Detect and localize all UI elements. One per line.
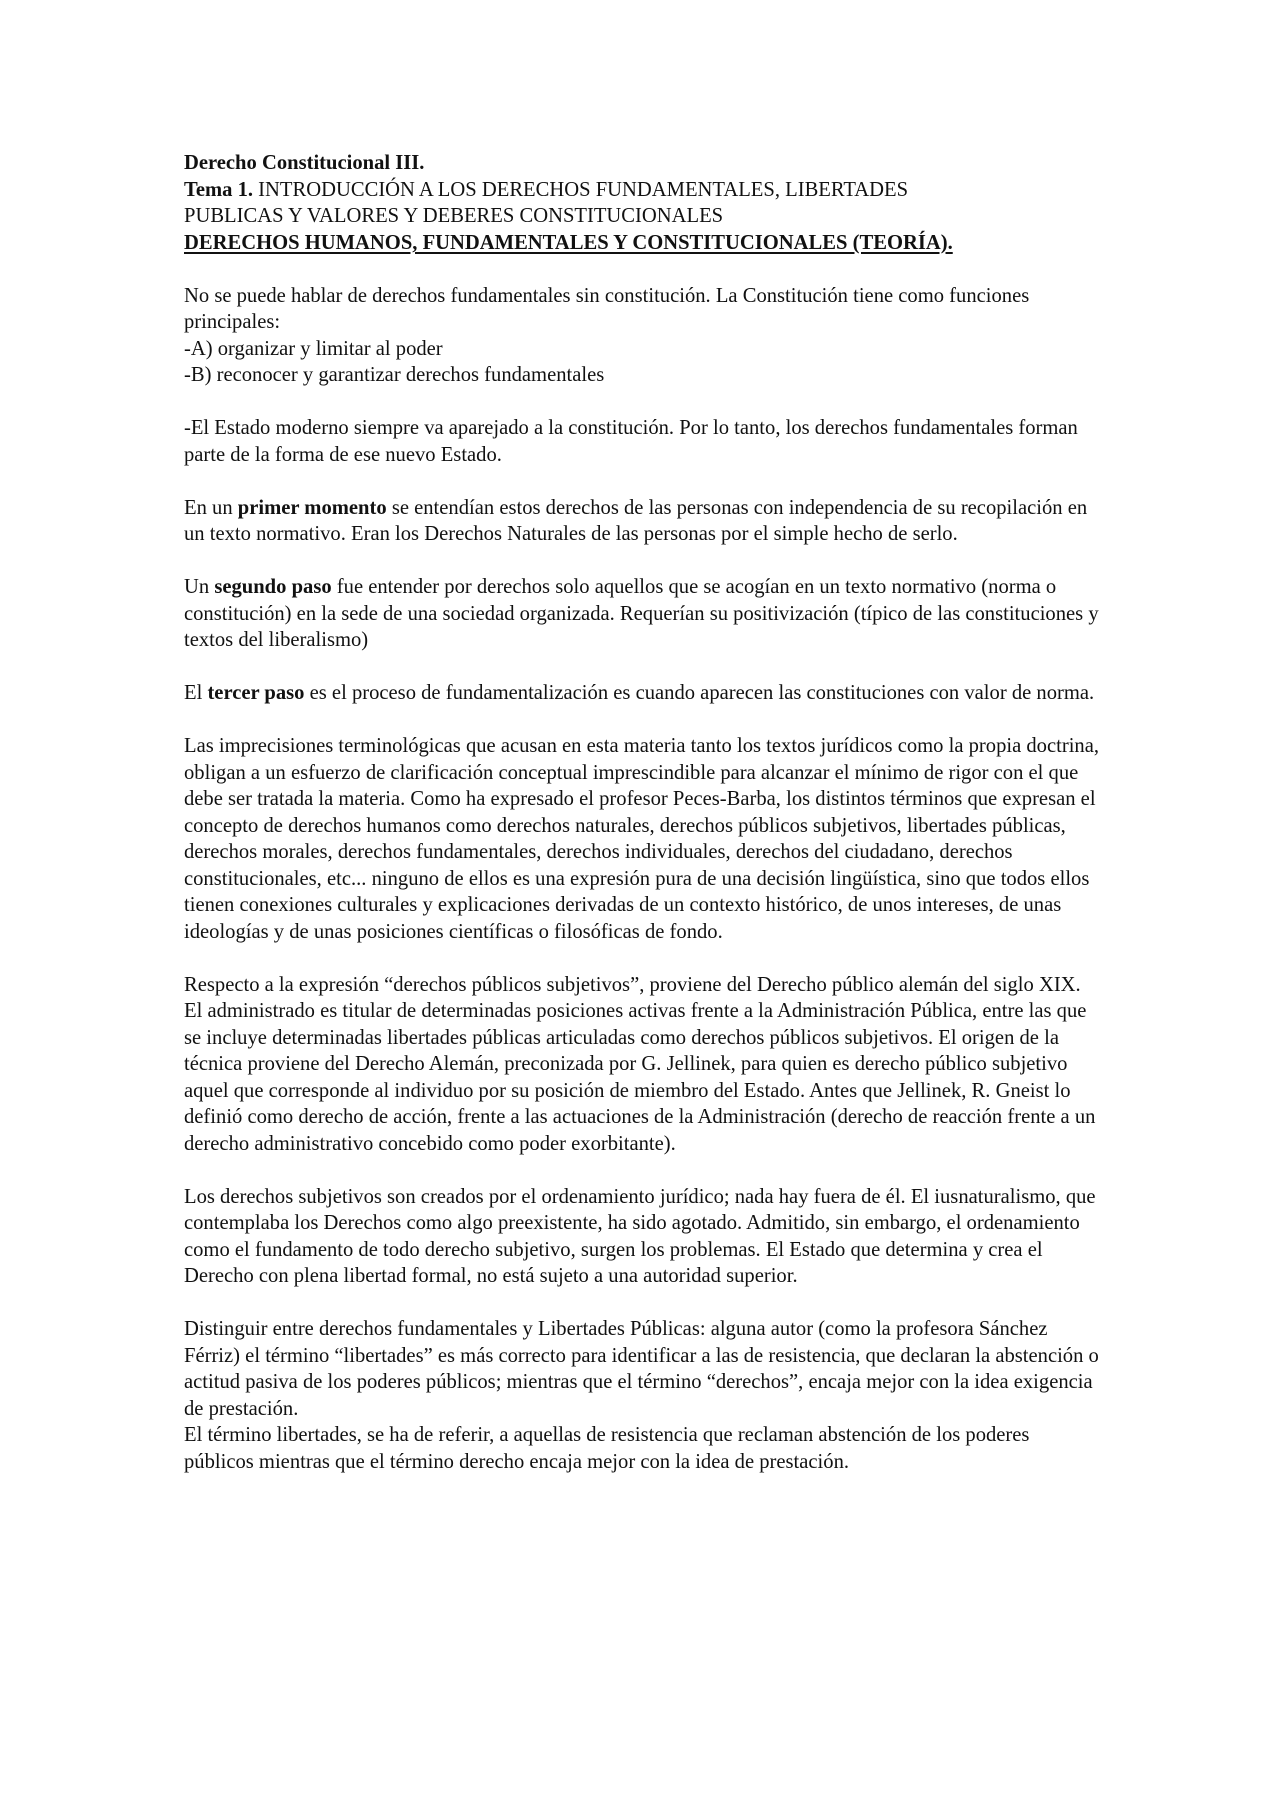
bold-term-segundo-paso: segundo paso bbox=[214, 576, 332, 598]
text-after: fue entender por derechos solo aquellos que se acogían en un texto normativo (norma o constitución) en la sede de una sociedad organizada. Requerían su positivización (típico de las constituciones y textos del liberalismo) bbox=[184, 576, 1099, 651]
document-header bbox=[184, 150, 1104, 256]
paragraph-constitution-functions bbox=[184, 283, 1104, 389]
document-page bbox=[184, 150, 1104, 1475]
text-before: En un bbox=[184, 496, 238, 519]
bold-term-tercer-paso: tercer paso bbox=[207, 682, 305, 704]
text-before: Un bbox=[184, 576, 215, 598]
text-after: es el proceso de fundamentalización es cuando aparecen las constituciones con valor de norma. bbox=[304, 682, 1095, 704]
topic-title-line1: INTRODUCCIÓN A LOS DERECHOS FUNDAMENTALES, LIBERTADES bbox=[253, 178, 909, 201]
list-item-a: -A) organizar y limitar al poder bbox=[184, 337, 443, 360]
topic-prefix: Tema 1. bbox=[184, 178, 254, 201]
paragraph-liberties-term: El término libertades, se ha de referir, a aquellas de resistencia que reclaman abstención de los poderes públicos mientras que el término derecho encaja mejor con la idea de prestación. bbox=[184, 1424, 1030, 1473]
paragraph-third-step bbox=[184, 680, 1104, 707]
list-item-b: -B) reconocer y garantizar derechos fundamentales bbox=[184, 364, 605, 386]
course-title: Derecho Constitucional III. bbox=[184, 152, 425, 174]
paragraph-subjective-rights: Los derechos subjetivos son creados por el ordenamiento jurídico; nada hay fuera de él. El iusnaturalismo, que contemplaba los Derechos como algo preexistente, ha sido agotado. Admitido, sin embargo, el ordenamiento como el fundamento de todo derecho subjetivo, surgen los problemas. El Estado que determina y crea el Derecho con plena libertad formal, no está sujeto a una autoridad superior. bbox=[184, 1185, 1096, 1287]
bold-term-primer-momento: primer momento bbox=[237, 496, 387, 519]
paragraph-first-moment bbox=[184, 495, 1104, 548]
paragraph-public-subjective-rights: Respecto a la expresión “derechos públicos subjetivos”, proviene del Derecho público alemán del siglo XIX. El administrado es titular de determinadas posiciones activas frente a la Administración Pública, entre las que se incluye determinadas libertades públicas articuladas como derechos públicos subjetivos. El origen de la técnica proviene del Derecho Alemán, preconizada por G. Jellinek, para quien es derecho público subjetivo aquel que corresponde al individuo por su posición de miembro del Estado. Antes que Jellinek, R. Gneist lo definió como derecho de acción, frente a las actuaciones de la Administración (derecho de reacción frente a un derecho administrativo concebido como poder exorbitante). bbox=[184, 973, 1096, 1155]
paragraph-terminology: Las imprecisiones terminológicas que acusan en esta materia tanto los textos jurídicos como la propia doctrina, obligan a un esfuerzo de clarificación conceptual imprescindible para alcanzar el mínimo de rigor con el que debe ser tratada la materia. Como ha expresado el profesor Peces-Barba, los distintos términos que expresan el concepto de derechos humanos como derechos naturales, derechos públicos subjetivos, libertades públicas, derechos morales, derechos fundamentales, derechos individuales, derechos del ciudadano, derechos constitucionales, etc... ninguno de ellos es una expresión pura de una decisión lingüística, sino que todos ellos tienen conexiones culturales y explicaciones derivadas de un contexto histórico, de unos intereses, de unas ideologías y de unas posiciones científicas o filosóficas de fondo. bbox=[184, 735, 1100, 943]
paragraph-modern-state: -El Estado moderno siempre va aparejado a la constitución. Por lo tanto, los derechos fundamentales forman parte de la forma de ese nuevo Estado. bbox=[184, 417, 1078, 466]
topic-title-line2: PUBLICAS Y VALORES Y DEBERES CONSTITUCIONALES bbox=[184, 205, 724, 227]
paragraph-rights-vs-liberties: Distinguir entre derechos fundamentales y Libertades Públicas: alguna autor (como la profesora Sánchez Férriz) el término “libertades” es más correcto para identificar a las de resistencia, que declaran la abstención o actitud pasiva de los poderes públicos; mientras que el término “derechos”, encaja mejor con la idea exigencia de prestación. bbox=[184, 1318, 1099, 1420]
section-title: DERECHOS HUMANOS, FUNDAMENTALES Y CONSTITUCIONALES (TEORÍA). bbox=[184, 231, 953, 254]
paragraph-second-step bbox=[184, 574, 1104, 654]
text-after: se entendían estos derechos de las personas con independencia de su recopilación en un texto normativo. Eran los Derechos Naturales de las personas por el simple hecho de serlo. bbox=[184, 496, 1088, 545]
paragraph-intro: No se puede hablar de derechos fundamentales sin constitución. La Constitución tiene como funciones principales: bbox=[184, 284, 1030, 333]
topic-title bbox=[184, 177, 1104, 204]
text-before: El bbox=[184, 682, 208, 704]
